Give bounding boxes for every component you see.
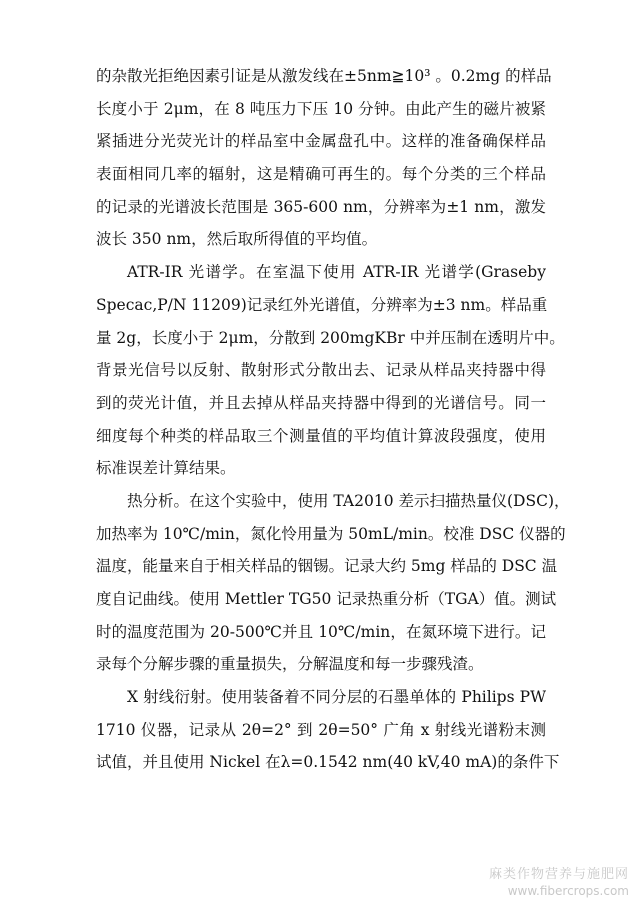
text-line: 加热率为 10℃/min，氮化怜用量为 50mL/min。校准 DSC 仪器的 <box>96 524 566 543</box>
paragraph-start-atr-ir: ATR-IR 光谱学。在室温下使用 ATR-IR 光谱学(Graseby <box>127 263 546 282</box>
text-line: 长度小于 2μm，在 8 吨压力下压 10 分钟。由此产生的磁片被紧 <box>96 99 546 118</box>
text-line: 的杂散光拒绝因素引证是从激发线在±5nm≧10³ 。0.2mg 的样品 <box>96 67 552 85</box>
text-line: 紧插进分光荧光计的样品室中金属盘孔中。这样的准备确保样品 <box>96 132 546 151</box>
watermark <box>489 867 629 899</box>
text-line: 表面相同几率的辐射，这是精确可再生的。每个分类的三个样品 <box>96 165 546 184</box>
text-line: 细度每个种类的样品取三个测量值的平均值计算波段强度，使用 <box>96 426 546 445</box>
text-line: 量 2g，长度小于 2μm，分散到 200mgKBr 中并压制在透明片中。 <box>96 328 565 347</box>
text-line: 试值，并且使用 Nickel 在λ=0.1542 nm(40 kV,40 mA)的条件下 <box>96 753 560 772</box>
text-line: 时的温度范围为 20-500℃并且 10℃/min，在氮环境下进行。记 <box>96 622 546 641</box>
text-line: 录每个分解步骤的重量损失，分解温度和每一步骤残渣。 <box>96 655 484 674</box>
text-line: 的记录的光谱波长范围是 365-600 nm，分辨率为±1 nm，激发 <box>96 197 546 216</box>
text-line: 波长 350 nm，然后取所得值的平均值。 <box>96 230 378 249</box>
text-line: 标准误差计算结果。 <box>96 459 236 478</box>
text-line: 度自记曲线。使用 Mettler TG50 记录热重分析（TGA）值。测试 <box>96 590 557 608</box>
watermark-text: 麻类作物营养与施肥网 <box>488 867 629 882</box>
text-line: Specac,P/N 11209)记录红外光谱值，分辨率为±3 nm。样品重 <box>96 295 548 314</box>
text-line: 温度，能量来自于相关样品的铟锡。记录大约 5mg 样品的 DSC 温 <box>96 557 558 576</box>
paragraph-start-thermal: 热分析。在这个实验中，使用 TA2010 差示扫描热量仪(DSC)， <box>127 491 570 510</box>
watermark-url: www.fibercrops.com <box>507 884 629 898</box>
text-line: 到的荧光计值，并且去掉从样品夹持器中得到的光谱信号。同一 <box>96 393 546 412</box>
text-line: 1710 仪器，记录从 2θ=2° 到 2θ=50° 广角 x 射线光谱粉末测 <box>96 720 546 739</box>
body-text <box>96 60 570 779</box>
paragraph-start-xrd: X 射线衍射。使用装备着不同分层的石墨单体的 Philips PW <box>127 688 546 707</box>
text-line: 背景光信号以反射、散射形式分散出去、记录从样品夹持器中得 <box>96 361 546 380</box>
